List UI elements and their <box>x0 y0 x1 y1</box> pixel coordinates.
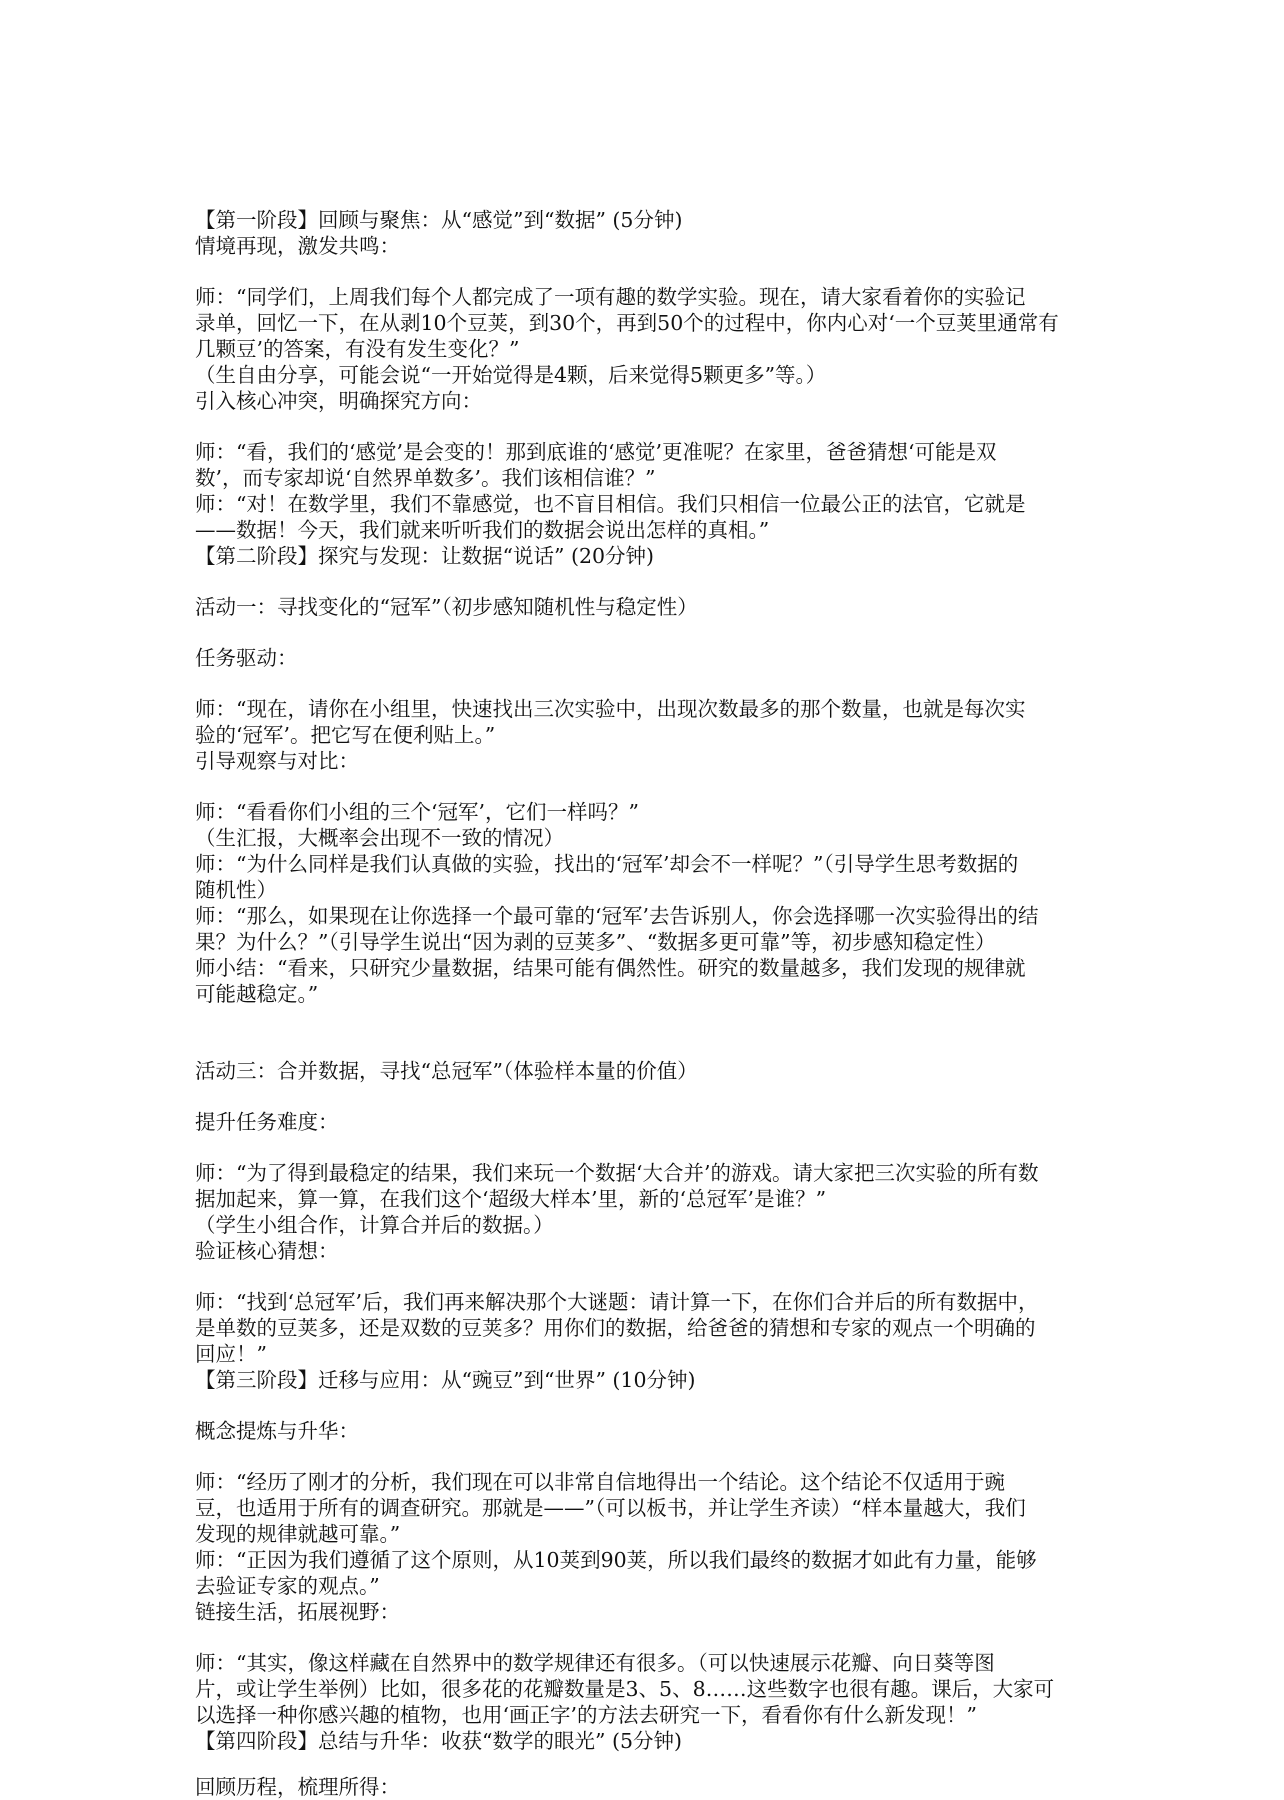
subheading: 引入核心冲突，明确探究方向： <box>195 389 482 413</box>
paragraph-line: 师：“同学们，上周我们每个人都完成了一项有趣的数学实验。现在，请大家看着你的实验记 <box>195 285 1026 309</box>
subheading: 任务驱动： <box>195 646 298 670</box>
subheading: 验证核心猜想： <box>195 1239 339 1263</box>
activity-heading: 活动一：寻找变化的“冠军”（初步感知随机性与稳定性） <box>195 595 698 619</box>
paragraph-line: 去验证专家的观点。” <box>195 1574 380 1598</box>
paragraph-line: （生自由分享，可能会说“一开始觉得是4颗，后来觉得5颗更多”等。） <box>195 363 827 387</box>
paragraph-line: 师小结：“看来，只研究少量数据，结果可能有偶然性。研究的数量越多，我们发现的规律就 <box>195 956 1026 980</box>
stage-3-heading: 【第三阶段】迁移与应用：从“豌豆”到“世界” (10分钟) <box>195 1368 696 1392</box>
paragraph-line: 师：“经历了刚才的分析，我们现在可以非常自信地得出一个结论。这个结论不仅适用于豌 <box>195 1470 1005 1494</box>
activity-heading: 活动三：合并数据，寻找“总冠军”（体验样本量的价值） <box>195 1059 698 1083</box>
paragraph-line: 师：“找到‘总冠军’后，我们再来解决那个大谜题：请计算一下，在你们合并后的所有数据中， <box>195 1290 1039 1314</box>
paragraph-line: 可能越稳定。” <box>195 982 319 1006</box>
paragraph-line: 随机性） <box>195 878 277 902</box>
paragraph-line: 回应！” <box>195 1342 267 1366</box>
paragraph-line: 豆，也适用于所有的调查研究。那就是——”（可以板书，并让学生齐读）“样本量越大，我们 <box>195 1496 1026 1520</box>
paragraph-line: 师：“其实，像这样藏在自然界中的数学规律还有很多。（可以快速展示花瓣、向日葵等图 <box>195 1651 995 1675</box>
paragraph-line: 片，或让学生举例）比如，很多花的花瓣数量是3、5、8……这些数字也很有趣。课后，大家可 <box>195 1677 1055 1701</box>
subheading: 情境再现，激发共鸣： <box>195 234 400 258</box>
paragraph-line: 数’，而专家却说‘自然界单数多’。我们该相信谁？” <box>195 466 656 490</box>
paragraph-line: 师：“看，我们的‘感觉’是会变的！那到底谁的‘感觉’更准呢？在家里，爸爸猜想‘可能是双 <box>195 440 997 464</box>
paragraph-line: ——数据！今天，我们就来听听我们的数据会说出怎样的真相。” <box>195 518 770 542</box>
subheading: 回顾历程，梳理所得： <box>195 1775 400 1799</box>
stage-1-heading: 【第一阶段】回顾与聚焦：从“感觉”到“数据” (5分钟) <box>195 208 683 232</box>
subheading: 概念提炼与升华： <box>195 1419 359 1443</box>
paragraph-line: 师：“对！在数学里，我们不靠感觉，也不盲目相信。我们只相信一位最公正的法官，它就是 <box>195 492 1026 516</box>
paragraph-line: 是单数的豆荚多，还是双数的豆荚多？用你们的数据，给爸爸的猜想和专家的观点一个明确的 <box>195 1316 1036 1340</box>
paragraph-line: 验的‘冠军’。把它写在便利贴上。” <box>195 723 496 747</box>
paragraph-line: 师：“为什么同样是我们认真做的实验，找出的‘冠军’却会不一样呢？”（引导学生思考数据的 <box>195 852 1019 876</box>
paragraph-line: 师：“那么，如果现在让你选择一个最可靠的‘冠军’去告诉别人，你会选择哪一次实验得出的结 <box>195 904 1039 928</box>
paragraph-line: 师：“现在，请你在小组里，快速找出三次实验中，出现次数最多的那个数量，也就是每次实 <box>195 697 1026 721</box>
subheading: 引导观察与对比： <box>195 749 359 773</box>
paragraph-line: （学生小组合作，计算合并后的数据。） <box>195 1213 554 1237</box>
paragraph-line: 师：“为了得到最稳定的结果，我们来玩一个数据‘大合并’的游戏。请大家把三次实验的所有数 <box>195 1161 1039 1185</box>
paragraph-line: 师：“看看你们小组的三个‘冠军’，它们一样吗？” <box>195 800 639 824</box>
subheading: 提升任务难度： <box>195 1110 339 1134</box>
paragraph-line: 以选择一种你感兴趣的植物，也用‘画正字’的方法去研究一下，看看你有什么新发现！” <box>195 1703 978 1727</box>
paragraph-line: 几颗豆’的答案，有没有发生变化？” <box>195 337 520 361</box>
paragraph-line: 师：“正因为我们遵循了这个原则，从10荚到90荚，所以我们最终的数据才如此有力量，能够 <box>195 1548 1037 1572</box>
paragraph-line: 果？为什么？”（引导学生说出“因为剥的豆荚多”、“数据多更可靠”等，初步感知稳定性） <box>195 930 996 954</box>
stage-4-heading: 【第四阶段】总结与升华：收获“数学的眼光” (5分钟) <box>195 1729 683 1753</box>
paragraph-line: （生汇报，大概率会出现不一致的情况） <box>195 826 564 850</box>
paragraph-line: 据加起来，算一算，在我们这个‘超级大样本’里，新的‘总冠军’是谁？” <box>195 1187 827 1211</box>
stage-2-heading: 【第二阶段】探究与发现：让数据“说话” (20分钟) <box>195 544 655 568</box>
paragraph-line: 发现的规律就越可靠。” <box>195 1522 401 1546</box>
paragraph-line: 录单，回忆一下，在从剥10个豆荚，到30个，再到50个的过程中，你内心对‘一个豆荚里通常有 <box>195 311 1059 335</box>
subheading: 链接生活，拓展视野： <box>195 1600 400 1624</box>
